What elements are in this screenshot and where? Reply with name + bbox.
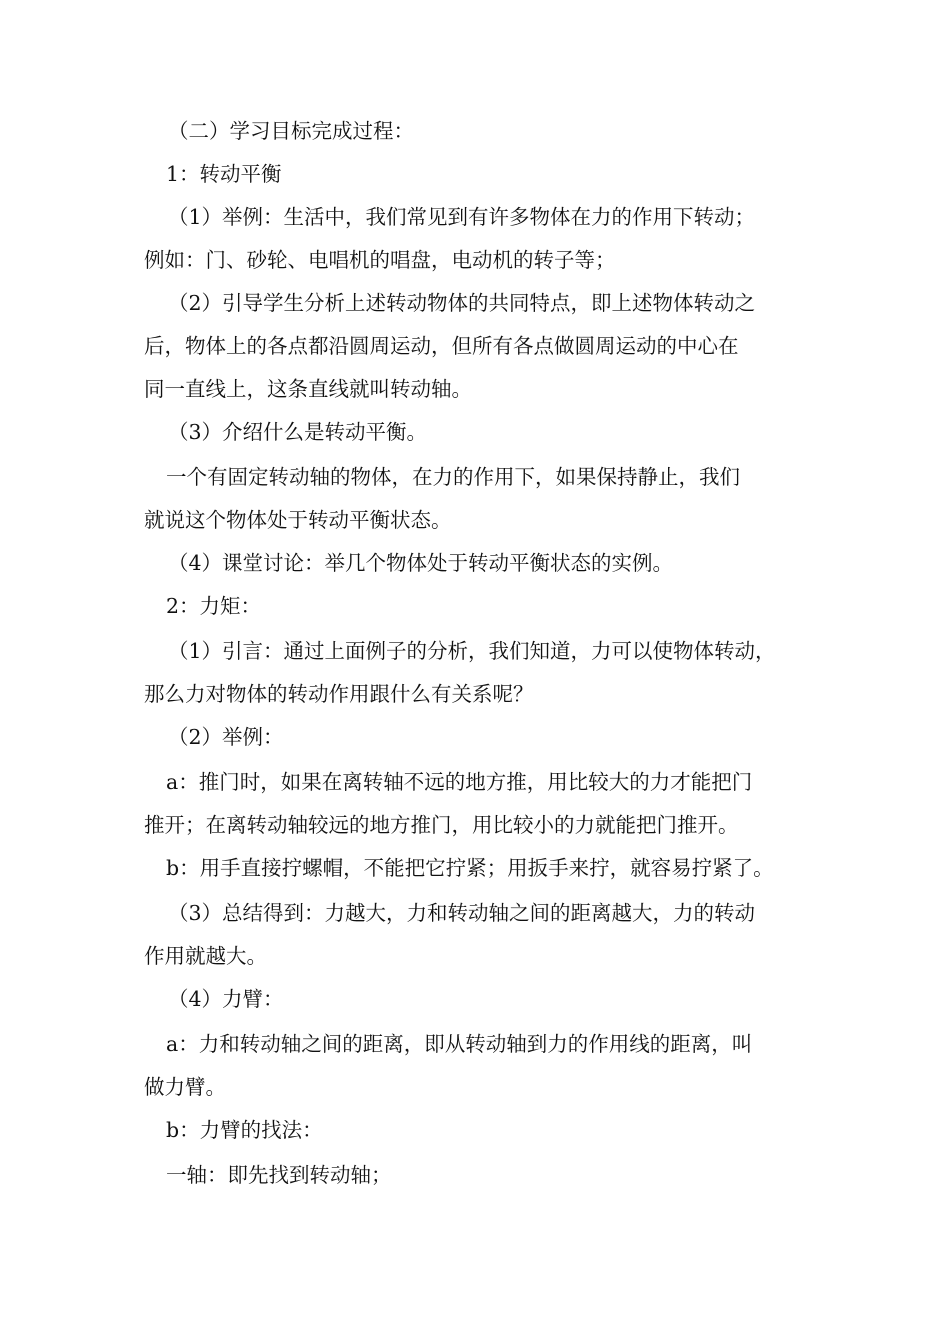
text-line: （3）介绍什么是转动平衡。: [168, 420, 428, 444]
text-line: （2）举例：: [168, 725, 284, 749]
text-line: 就说这个物体处于转动平衡状态。: [144, 508, 452, 532]
text-line: 作用就越大。: [144, 944, 267, 968]
text-line: a：推门时，如果在离转轴不远的地方推，用比较大的力才能把门: [166, 770, 753, 794]
text-line: 例如：门、砂轮、电唱机的唱盘，电动机的转子等；: [144, 248, 616, 272]
text-line: 一轴：即先找到转动轴；: [166, 1163, 392, 1187]
text-line: b：力臂的找法：: [166, 1118, 323, 1142]
subheading-torque: 2：力矩：: [166, 594, 262, 618]
text-line: 同一直线上，这条直线就叫转动轴。: [144, 377, 472, 401]
text-line: （1）引言：通过上面例子的分析，我们知道，力可以使物体转动，: [168, 639, 776, 663]
text-line: 那么力对物体的转动作用跟什么有关系呢？: [144, 682, 534, 706]
subheading-rotational-equilibrium: 1：转动平衡: [166, 162, 282, 186]
text-line: 推开；在离转动轴较远的地方推门，用比较小的力就能把门推开。: [144, 813, 739, 837]
text-line: b：用手直接拧螺帽，不能把它拧紧；用扳手来拧，就容易拧紧了。: [166, 856, 774, 880]
text-line: 做力臂。: [144, 1075, 226, 1099]
text-line: （3）总结得到：力越大，力和转动轴之间的距离越大，力的转动: [168, 901, 756, 925]
text-line: 一个有固定转动轴的物体，在力的作用下，如果保持静止，我们: [166, 465, 740, 489]
text-line: a：力和转动轴之间的距离，即从转动轴到力的作用线的距离，叫: [166, 1032, 753, 1056]
text-line: 后，物体上的各点都沿圆周运动，但所有各点做圆周运动的中心在: [144, 334, 739, 358]
text-line: （4）课堂讨论：举几个物体处于转动平衡状态的实例。: [168, 551, 674, 575]
text-line: （4）力臂：: [168, 987, 284, 1011]
text-line: （2）引导学生分析上述转动物体的共同特点，即上述物体转动之: [168, 291, 756, 315]
text-line: （1）举例：生活中，我们常见到有许多物体在力的作用下转动；: [168, 205, 756, 229]
section-heading: （二）学习目标完成过程：: [168, 119, 414, 143]
